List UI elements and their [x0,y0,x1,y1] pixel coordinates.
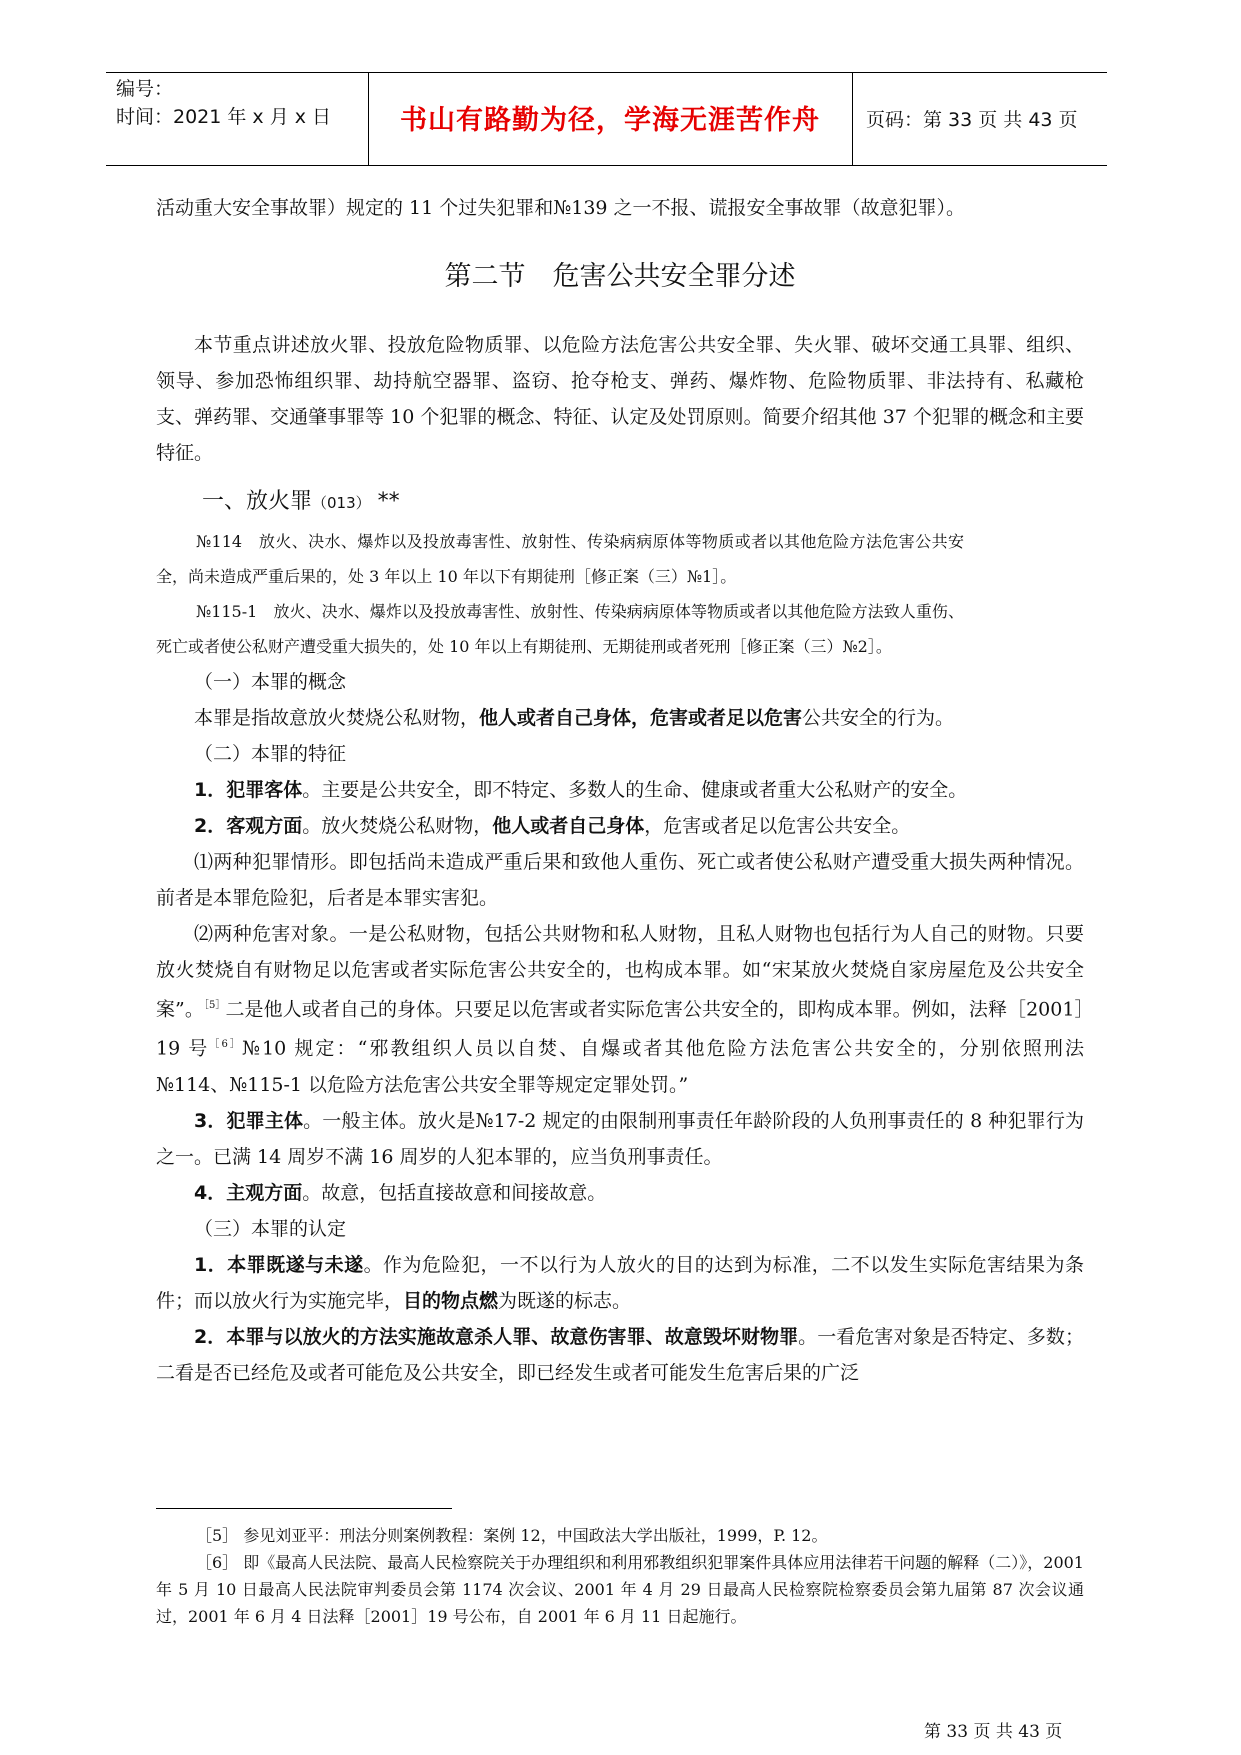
concept-text-bold: 他人或者自己身体，危害或者足以危害 [479,707,803,729]
footnote-separator [156,1508,452,1509]
feature-subject [156,1103,1084,1175]
feature-subjective-text: 。故意，包括直接故意和间接故意。 [302,1181,607,1204]
footnote-6: ［6］ 即《最高人民法院、最高人民检察院关于办理组织和利用邪教组织犯罪案件具体应用法律若干问题的解释（二）》，2001 年 5 月 10 日最高人民法院审判委员会第 1174 次会议、2001 年 4 月 29 日最高人民检察院检察委员会第九届第 87 次会议通过，2001 年 6 月 4 日法释［2001］19 号公布，自 2001 年 6 月 11 日起施行。 [156,1553,1084,1626]
feature-object [156,772,1084,808]
footnote-ref-5[interactable]: ［5］ [203,1000,226,1011]
determination-completion-text-bold: 目的物点燃 [403,1289,499,1312]
determination-heading: （三）本罪的认定 [194,1217,347,1240]
subsection-heading [202,485,1084,520]
determination-completion-label: 1．本罪既遂与未遂 [194,1253,364,1276]
document-body [156,190,1084,1391]
features-heading: （二）本罪的特征 [194,743,347,765]
heading-stars: ** [377,489,400,514]
harm-objects-paragraph [156,916,1084,1103]
determination-distinction [156,1319,1084,1391]
feature-subject-label: 3．犯罪主体 [194,1109,304,1132]
header-page-number: 页码：第 33 页 共 43 页 [866,109,1078,131]
feature-objective-text-bold: 他人或者自己身体 [492,815,645,837]
feature-object-label: 1．犯罪客体 [194,779,303,801]
section-title: 第二节 危害公共安全罪分述 [444,261,796,292]
header-divider-right [852,72,853,166]
feature-objective-label: 2．客观方面 [194,815,303,837]
harm-objects-text-a: ⑵两种危害对象。一是公私财物，包括公共财物和私人财物，且私人财物也包括行为人自己的财物。只要放火焚烧自有财物足以危害或者实际危害公共安全的，也构成本罪。如“宋某放火焚烧自家房屋危及公共安全案”。 [156,923,1084,1021]
header-motto: 书山有路勤为径，学海无涯苦作舟 [400,105,820,136]
feature-objective-text-a: 。放火焚烧公私财物， [302,815,493,837]
heading-code: （013） [312,494,371,512]
intro-paragraph: 活动重大安全事故罪）规定的 11 个过失犯罪和№139 之一不报、谎报安全事故罪（故意犯罪）。 [156,197,966,219]
concept-heading: （一）本罪的概念 [194,671,347,693]
feature-objective-text-c: ，危害或者足以危害公共安全。 [644,815,911,837]
summary-paragraph: 本节重点讲述放火罪、投放危险物质罪、以危险方法危害公共安全罪、失火罪、破坏交通工具罪、组织、领导、参加恐怖组织罪、劫持航空器罪、盗窃、抢夺枪支、弹药、爆炸物、危险物质罪、非法持有、私藏枪支、弹药罪、交通肇事罪等 10 个犯罪的概念、特征、认定及处罚原则。简要介绍其他 37 个犯罪的概念和主要特征。 [156,334,1084,464]
header-bottom-rule [106,165,1107,166]
header-top-rule [106,72,1107,73]
header-number: 编号： [116,78,174,100]
concept-paragraph [156,700,1084,736]
feature-objective [156,808,1084,844]
feature-subjective [156,1175,1084,1211]
heading-title: 一、放火罪 [202,489,313,514]
feature-subjective-label: 4．主观方面 [194,1181,303,1204]
footnotes [156,1522,1084,1630]
law-article-115: №115-1 放火、决水、爆炸以及投放毒害性、放射性、传染病病原体等物质或者以其他危险方法致人重伤、死亡或者使公私财产遭受重大损失的，处 10 年以上有期徒刑、无期徒刑或者死刑［修正案（三）№2］。 [156,602,964,656]
feature-subject-text: 。一般主体。放火是№17-2 规定的由限制刑事责任年龄阶段的人负刑事责任的 8 种犯罪行为之一。已满 14 周岁不满 16 周岁的人犯本罪的，应当负刑事责任。 [156,1109,1084,1168]
harm-objects-text-b: 二是他人或者自己的身体。只要足以危害或者实际危害公共安全的，即构成本罪。例如，法释［2001］19 号 [156,998,1084,1060]
concept-text-a: 本罪是指故意放火焚烧公私财物， [194,707,480,729]
feature-object-text: 。主要是公共安全，即不特定、多数人的生命、健康或者重大公私财产的安全。 [302,779,968,801]
footer-page-number: 第 33 页 共 43 页 [924,1722,1063,1742]
law-article-114: №114 放火、决水、爆炸以及投放毒害性、放射性、传染病病原体等物质或者以其他危险方法危害公共安全，尚未造成严重后果的，处 3 年以上 10 年以下有期徒刑［修正案（三）№1］。 [156,532,964,586]
harm-objects-text-c: №10 规定：“邪教组织人员以自焚、自爆或者其他危险方法危害公共安全的，分别依照刑法№114、№115-1 以危险方法危害公共安全罪等规定定罪处罚。” [156,1037,1084,1096]
determination-completion-text-a: 。作为危险犯，一不以行为人放火的目的达到为标准，二不以发生实际危害结果为条件；而以放火行为实施完毕， [156,1253,1084,1312]
header-meta [116,75,331,131]
determination-completion [156,1247,1084,1319]
footnote-ref-6[interactable]: ［6］ [209,1039,242,1051]
determination-completion-text-c: 为既遂的标志。 [498,1289,632,1312]
header-time: 时间：2021 年 x 月 x 日 [116,106,332,128]
page-header [106,72,1107,166]
crime-situations-paragraph: ⑴两种犯罪情形。即包括尚未造成严重后果和致他人重伤、死亡或者使公私财产遭受重大损失两种情况。前者是本罪危险犯，后者是本罪实害犯。 [156,851,1084,909]
determination-distinction-text: 。一看危害对象是否特定、多数；二看是否已经危及或者可能危及公共安全，即已经发生或者可能发生危害后果的广泛 [156,1325,1084,1384]
concept-text-c: 公共安全的行为。 [802,707,955,729]
footnote-5: ［5］ 参见刘亚平：刑法分则案例教程：案例 12，中国政法大学出版社，1999，P. 12。 [196,1526,828,1545]
determination-distinction-label: 2．本罪与以放火的方法实施故意杀人罪、故意伤害罪、故意毁坏财物罪 [194,1325,799,1348]
